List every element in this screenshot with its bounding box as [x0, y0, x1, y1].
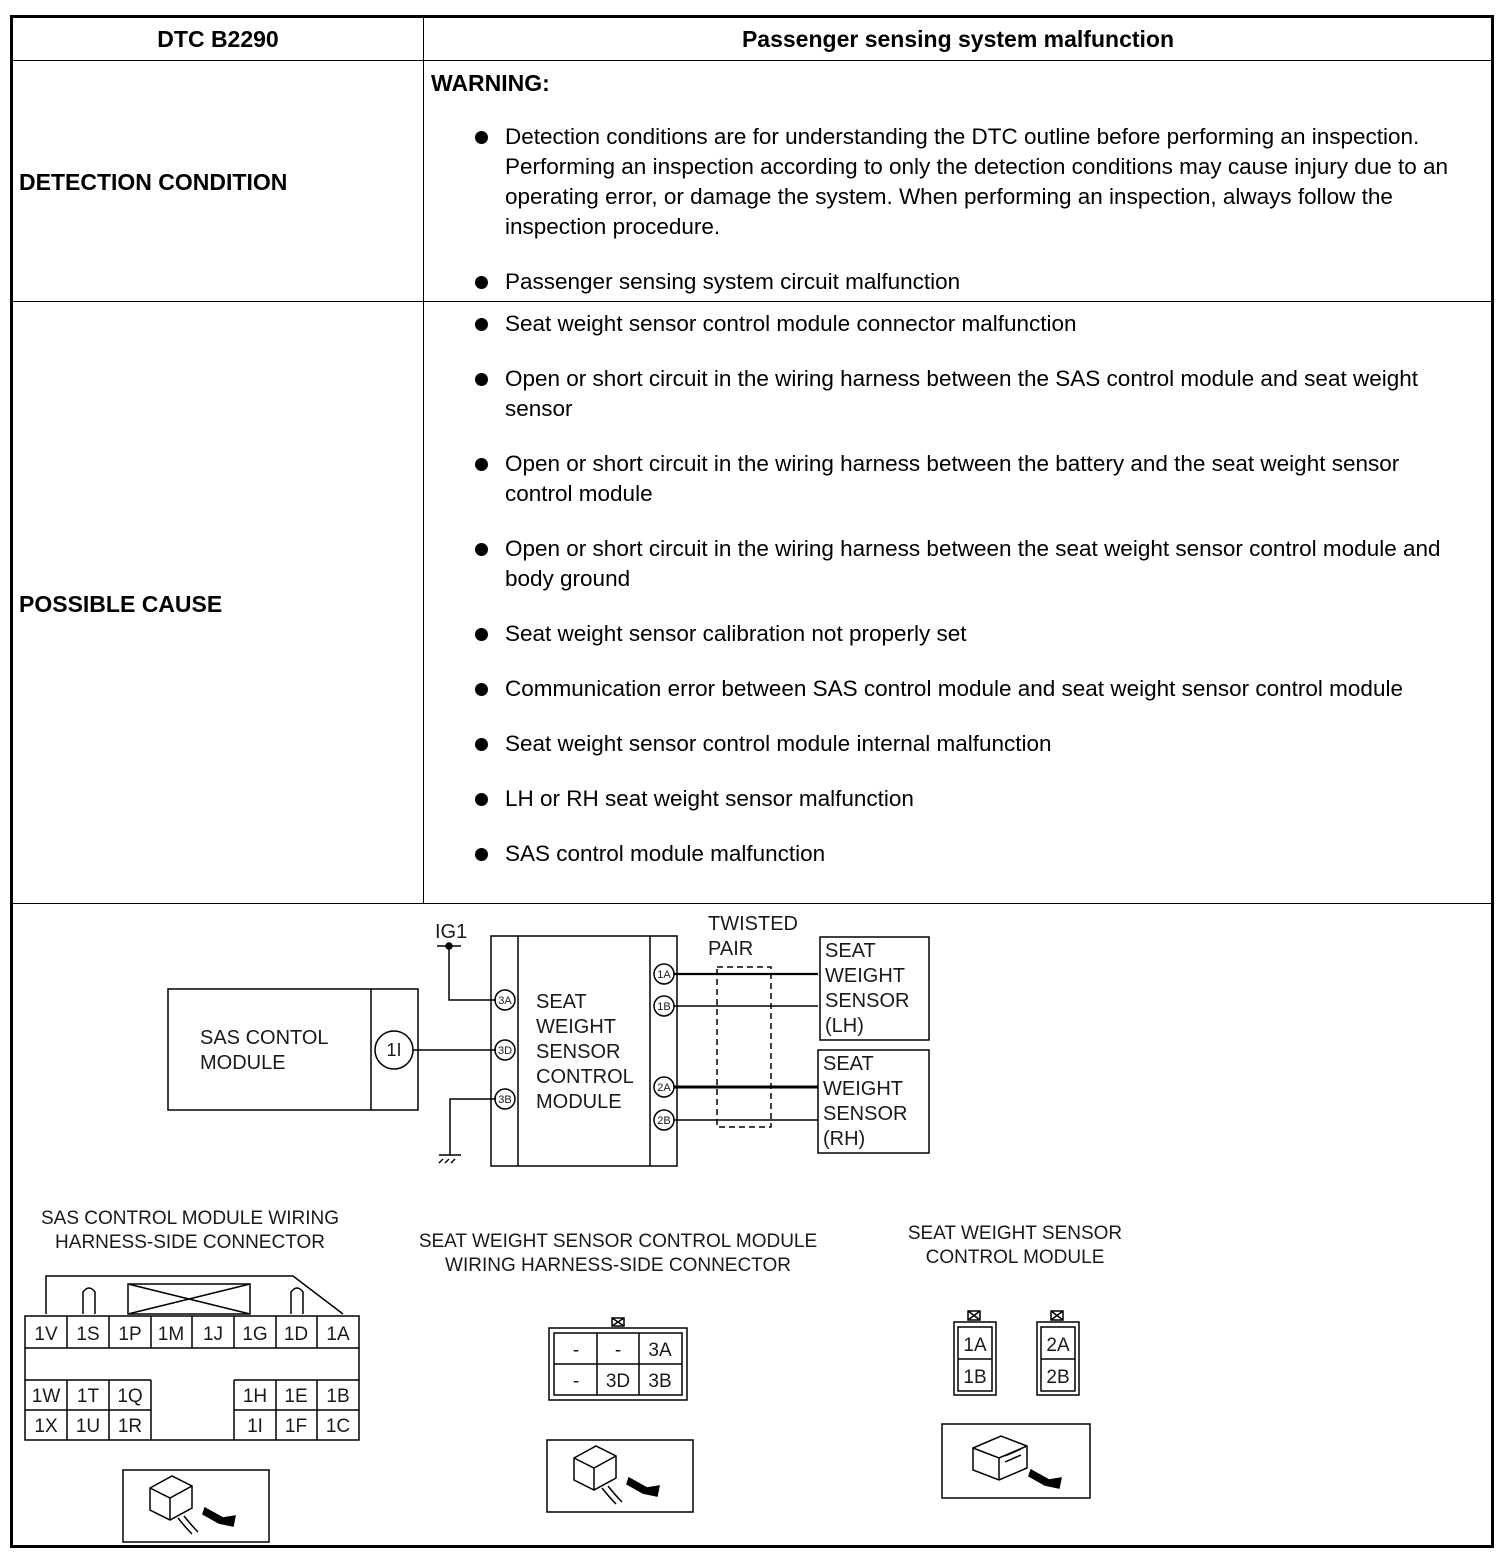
twisted-pair-label: TWISTED	[708, 913, 798, 935]
twisted-pair-label: PAIR	[708, 938, 754, 960]
sw-connector-title: SEAT WEIGHT SENSOR CONTROL MODULE	[418, 1231, 818, 1252]
sensor-lh-label: (LH)	[825, 1015, 864, 1037]
pin-label: 1B	[657, 1001, 671, 1013]
cause-item-text: Open or short circuit in the wiring harness between the seat weight sensor control module and body ground	[505, 536, 1441, 591]
cause-item-text: Open or short circuit in the wiring harness between the SAS control module and seat weight sensor	[505, 366, 1418, 421]
cause-item-text: Seat weight sensor calibration not properly set	[505, 621, 967, 646]
sas-pin: 1P	[118, 1324, 142, 1345]
sas-connector-title: SAS CONTROL MODULE WIRING	[40, 1208, 340, 1229]
ig1-label: IG1	[435, 921, 468, 943]
detection-item-text: Detection conditions are for understanding the DTC outline before performing an inspection. Performing an inspection according to only the detection conditions may cause injury due to an operating error, or damage the system. When performing an inspection, always follow the inspection procedure.	[505, 124, 1449, 239]
module-pin: 2B	[1046, 1367, 1070, 1388]
swscm-label: SENSOR	[536, 1041, 621, 1063]
dtc-code: DTC B2290	[157, 26, 279, 52]
sas-pin: 1M	[157, 1324, 185, 1345]
cause-item-text: Open or short circuit in the wiring harness between the battery and the seat weight sensor control module	[505, 451, 1400, 506]
sensor-rh-label: WEIGHT	[823, 1078, 903, 1100]
sas-pin: 1I	[247, 1416, 263, 1437]
wire-ig1	[449, 946, 496, 1000]
swscm-label: WEIGHT	[536, 1016, 616, 1038]
sw-pin: 3D	[605, 1371, 631, 1392]
sw-connector-title: WIRING HARNESS-SIDE CONNECTOR	[445, 1255, 791, 1276]
sas-connector-title: HARNESS-SIDE CONNECTOR	[55, 1232, 325, 1253]
connector-view-icon	[547, 1440, 693, 1512]
sas-module-label: SAS CONTOL	[200, 1027, 329, 1049]
cause-item-text: LH or RH seat weight sensor malfunction	[505, 786, 914, 811]
wiring-diagram	[13, 18, 1491, 1545]
sas-pin: 1H	[242, 1386, 268, 1407]
sas-module-box	[168, 989, 418, 1110]
swscm-label: CONTROL	[536, 1066, 634, 1088]
sas-pin: 1W	[31, 1386, 61, 1407]
swscm-label: MODULE	[536, 1091, 622, 1113]
sas-pin: 1V	[34, 1324, 58, 1345]
swscm-label: SEAT	[536, 991, 587, 1013]
connector-view-icon	[123, 1470, 269, 1542]
sensor-rh-label: SEAT	[823, 1053, 874, 1075]
module-pin: 2A	[1046, 1335, 1070, 1356]
detection-condition-label: DETECTION CONDITION	[19, 169, 288, 195]
sw-pin: -	[572, 1340, 580, 1361]
sw-pin: -	[572, 1371, 580, 1392]
sw-pin: 3B	[648, 1371, 672, 1392]
sas-pin: 1F	[284, 1416, 308, 1437]
pin-label: 2A	[657, 1082, 671, 1094]
sas-pin: 1X	[34, 1416, 58, 1437]
sas-pin: 1R	[117, 1416, 143, 1437]
sas-pin: 1B	[326, 1386, 350, 1407]
cause-item-text: Communication error between SAS control module and seat weight sensor control module	[505, 676, 1403, 701]
sensor-rh-label: (RH)	[823, 1128, 866, 1150]
sensor-lh-label: WEIGHT	[825, 965, 905, 987]
sas-pin: 1T	[76, 1386, 100, 1407]
warning-label: WARNING:	[431, 70, 550, 96]
sas-pin: 1Q	[117, 1386, 143, 1407]
twisted-pair-marker	[717, 967, 771, 1127]
module-pin: 1A	[963, 1335, 987, 1356]
pin-label: 3A	[498, 995, 512, 1007]
wire-ground	[450, 1099, 496, 1155]
sensor-lh-label: SENSOR	[825, 990, 910, 1012]
sas-pin: 1S	[76, 1324, 100, 1345]
pin-label: 1A	[657, 969, 671, 981]
sw-pin: 3A	[648, 1340, 672, 1361]
sensor-lh-label: SEAT	[825, 940, 876, 962]
cause-item-text: Seat weight sensor control module internal malfunction	[505, 731, 1052, 756]
cause-item-text: SAS control module malfunction	[505, 841, 826, 866]
module-pin: 1B	[963, 1367, 987, 1388]
sas-pin: 1G	[242, 1324, 268, 1345]
sas-pin: 1E	[284, 1386, 308, 1407]
connector-view-icon	[942, 1424, 1090, 1498]
module-connector-title: SEAT WEIGHT SENSOR	[907, 1223, 1123, 1244]
sas-module-label: MODULE	[200, 1052, 286, 1074]
detection-item-text: Passenger sensing system circuit malfunction	[505, 269, 961, 294]
dtc-sheet	[10, 15, 1494, 1548]
sensor-rh-label: SENSOR	[823, 1103, 908, 1125]
sas-pin: 1C	[325, 1416, 351, 1437]
module-connector-title: CONTROL MODULE	[925, 1247, 1105, 1268]
sas-pin: 1A	[326, 1324, 350, 1345]
sas-pin-label: 1I	[386, 1040, 402, 1060]
pin-label: 2B	[657, 1115, 671, 1127]
sas-pin: 1J	[202, 1324, 224, 1345]
pin-label: 3D	[497, 1045, 513, 1057]
pin-label: 3B	[498, 1094, 512, 1106]
possible-cause-label: POSSIBLE CAUSE	[19, 591, 223, 617]
sw-pin: -	[614, 1340, 622, 1361]
sas-pin: 1D	[283, 1324, 309, 1345]
cause-item-text: Seat weight sensor control module connector malfunction	[505, 311, 1077, 336]
dtc-title: Passenger sensing system malfunction	[741, 26, 1175, 52]
sas-pin: 1U	[75, 1416, 101, 1437]
